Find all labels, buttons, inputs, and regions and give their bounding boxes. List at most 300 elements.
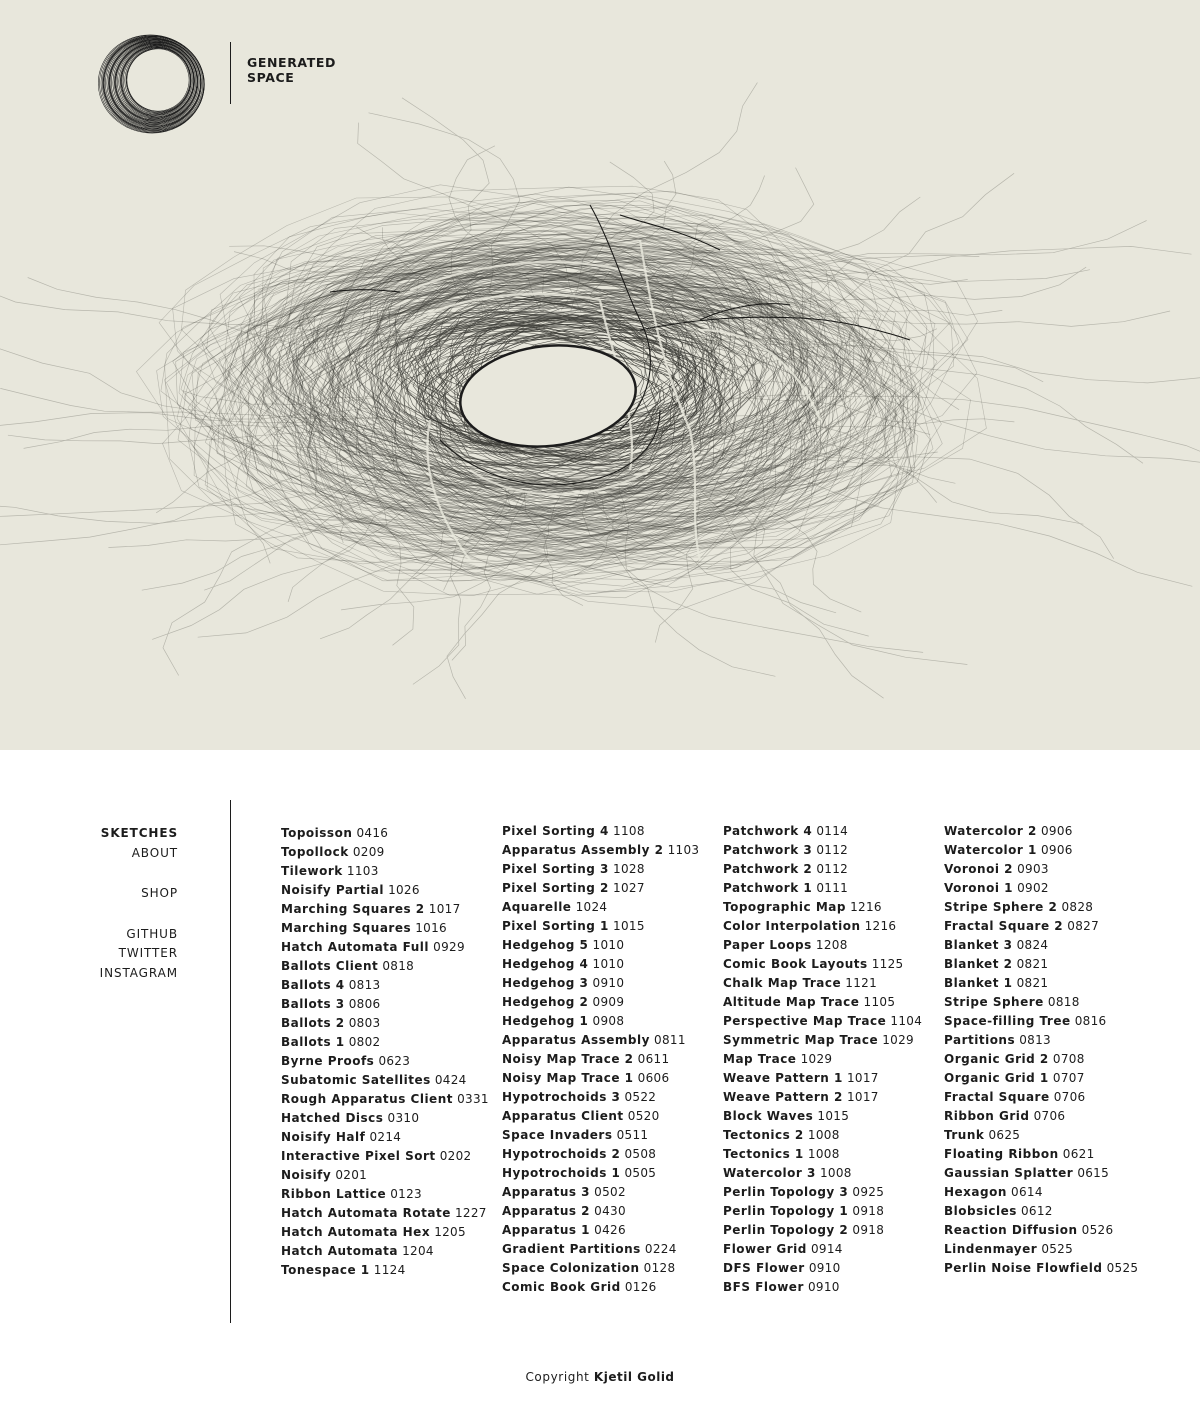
sketch-name: Hatch Automata xyxy=(281,1244,398,1258)
sketch-link[interactable] xyxy=(944,822,1159,841)
sketch-link[interactable] xyxy=(723,1012,938,1031)
sketch-name: Blanket 2 xyxy=(944,957,1013,971)
sketch-date-code: 0906 xyxy=(1040,824,1073,838)
sketch-date-code: 0214 xyxy=(369,1130,402,1144)
sketch-name: Pixel Sorting 4 xyxy=(502,824,609,838)
sketch-name: Stripe Sphere xyxy=(944,995,1044,1009)
sketch-date-code: 0813 xyxy=(1019,1033,1051,1047)
sketch-link[interactable] xyxy=(723,898,938,917)
nav-spacer xyxy=(60,904,178,925)
sketch-date-code: 0625 xyxy=(988,1128,1021,1142)
sketch-name: Noisify Partial xyxy=(281,883,384,897)
sketch-date-code: 1017 xyxy=(846,1071,879,1085)
sketch-name: DFS Flower xyxy=(723,1261,805,1275)
nav-about-link[interactable]: ABOUT xyxy=(131,845,178,860)
sketch-name: Space-filling Tree xyxy=(944,1014,1071,1028)
sketch-name: Hedgehog 5 xyxy=(502,938,589,952)
sketch-date-code: 0914 xyxy=(810,1242,843,1256)
sketch-date-code: 1029 xyxy=(800,1052,833,1066)
sketch-date-code: 1029 xyxy=(882,1033,914,1047)
sketch-name: Space Colonization xyxy=(502,1261,640,1275)
sketch-name: Aquarelle xyxy=(502,900,572,914)
sketch-date-code: 0526 xyxy=(1081,1223,1114,1237)
sketch-date-code: 0112 xyxy=(816,862,849,876)
sketch-link[interactable] xyxy=(723,841,938,860)
sketch-date-code: 0310 xyxy=(387,1111,420,1125)
sketch-link[interactable] xyxy=(723,1183,938,1202)
sketch-date-code: 0908 xyxy=(592,1014,625,1028)
sketch-date-code: 1016 xyxy=(415,921,447,935)
sketch-name: Watercolor 3 xyxy=(723,1166,816,1180)
sketch-name: Fractal Square 2 xyxy=(944,919,1064,933)
sketch-date-code: 1108 xyxy=(613,824,645,838)
sketch-link[interactable] xyxy=(281,843,496,862)
sketch-link[interactable] xyxy=(502,860,717,879)
sketch-link[interactable] xyxy=(502,1259,717,1278)
sketch-date-code: 0416 xyxy=(356,826,389,840)
sketch-name: Tilework xyxy=(281,864,343,878)
sketch-date-code: 0818 xyxy=(382,959,415,973)
sketch-name: Patchwork 1 xyxy=(723,881,813,895)
sketch-date-code: 0331 xyxy=(457,1092,489,1106)
sketch-name: Comic Book Layouts xyxy=(723,957,868,971)
sketch-name: Apparatus 3 xyxy=(502,1185,591,1199)
sketch-date-code: 1015 xyxy=(613,919,645,933)
sketch-link[interactable] xyxy=(502,1069,717,1088)
sketch-link[interactable] xyxy=(723,822,938,841)
sketch-date-code: 0906 xyxy=(1040,843,1073,857)
sketch-link[interactable] xyxy=(502,1145,717,1164)
sketch-name: Apparatus Client xyxy=(502,1109,624,1123)
side-navigation xyxy=(60,824,178,983)
sketch-name: Trunk xyxy=(944,1128,985,1142)
sketch-link[interactable] xyxy=(723,936,938,955)
sketch-name: Apparatus 2 xyxy=(502,1204,591,1218)
sketch-date-code: 1008 xyxy=(807,1147,840,1161)
sketch-link[interactable] xyxy=(281,1033,496,1052)
sketch-link[interactable] xyxy=(281,1185,496,1204)
sketch-link[interactable] xyxy=(281,995,496,1014)
sketch-date-code: 0816 xyxy=(1074,1014,1107,1028)
sketch-link[interactable] xyxy=(502,1221,717,1240)
sketch-date-code: 1028 xyxy=(613,862,645,876)
sketch-date-code: 1227 xyxy=(454,1206,487,1220)
copyright-label: Copyright xyxy=(525,1370,590,1384)
sketch-date-code: 1010 xyxy=(592,938,625,952)
sketch-link[interactable] xyxy=(281,1014,496,1033)
sketch-date-code: 0925 xyxy=(852,1185,885,1199)
sketch-date-code: 0623 xyxy=(378,1054,411,1068)
sketched-ring-logo-icon[interactable] xyxy=(98,26,216,134)
sketch-name: Interactive Pixel Sort xyxy=(281,1149,436,1163)
sketch-name: Hatch Automata Hex xyxy=(281,1225,431,1239)
sketch-name: Topographic Map xyxy=(723,900,846,914)
sketch-name: Watercolor 1 xyxy=(944,843,1037,857)
sketch-date-code: 0202 xyxy=(439,1149,472,1163)
sketch-link[interactable] xyxy=(723,955,938,974)
sketch-link[interactable] xyxy=(281,976,496,995)
sketch-link[interactable] xyxy=(944,993,1159,1012)
sketch-date-code: 0910 xyxy=(808,1261,841,1275)
site-title-line-1: GENERATED xyxy=(247,55,336,70)
sketch-link[interactable] xyxy=(502,1088,717,1107)
sketch-link[interactable] xyxy=(281,1242,496,1261)
sketch-link[interactable] xyxy=(944,1221,1159,1240)
sketch-name: Ribbon Lattice xyxy=(281,1187,387,1201)
sketch-date-code: 0224 xyxy=(644,1242,677,1256)
sketch-link[interactable] xyxy=(723,1278,938,1297)
sketch-name: Apparatus 1 xyxy=(502,1223,591,1237)
nav-twitter-link[interactable]: TWITTER xyxy=(118,946,178,960)
sketch-link[interactable] xyxy=(502,955,717,974)
sketch-name: Noisy Map Trace 1 xyxy=(502,1071,634,1085)
sketch-date-code: 1103 xyxy=(346,864,379,878)
sketch-date-code: 0706 xyxy=(1053,1090,1086,1104)
sketch-name: Voronoi 1 xyxy=(944,881,1013,895)
sketch-date-code: 0707 xyxy=(1052,1071,1085,1085)
sketch-link[interactable] xyxy=(944,1240,1159,1259)
nav-sketches-link[interactable]: SKETCHES xyxy=(100,826,178,840)
sketch-link[interactable] xyxy=(281,919,496,938)
sketch-name: Ballots 3 xyxy=(281,997,345,1011)
sketch-name: Gradient Partitions xyxy=(502,1242,641,1256)
sketch-link[interactable] xyxy=(281,881,496,900)
sketch-date-code: 0201 xyxy=(335,1168,368,1182)
sketch-date-code: 0615 xyxy=(1077,1166,1110,1180)
sketch-date-code: 1104 xyxy=(890,1014,923,1028)
sketch-name: Voronoi 2 xyxy=(944,862,1013,876)
sketch-name: Weave Pattern 2 xyxy=(723,1090,843,1104)
sketch-link[interactable] xyxy=(502,1107,717,1126)
sketch-date-code: 0803 xyxy=(348,1016,381,1030)
sketch-list-column-2 xyxy=(502,822,717,1297)
sketch-date-code: 0511 xyxy=(616,1128,649,1142)
sketch-link[interactable] xyxy=(723,1088,938,1107)
sketch-link[interactable] xyxy=(502,1240,717,1259)
sketch-date-code: 0910 xyxy=(808,1280,840,1294)
sketch-name: Patchwork 2 xyxy=(723,862,813,876)
sketch-name: Hypotrochoids 3 xyxy=(502,1090,621,1104)
sketch-link[interactable] xyxy=(281,938,496,957)
sketch-date-code: 0520 xyxy=(627,1109,660,1123)
nav-instagram-link[interactable]: INSTAGRAM xyxy=(99,965,178,980)
sketch-link[interactable] xyxy=(281,1147,496,1166)
sketch-link[interactable] xyxy=(944,1164,1159,1183)
sketch-date-code: 0430 xyxy=(594,1204,626,1218)
sketch-link[interactable] xyxy=(281,1109,496,1128)
sketch-name: Ballots Client xyxy=(281,959,379,973)
sketch-date-code: 0606 xyxy=(637,1071,670,1085)
author-link[interactable]: Kjetil Golid xyxy=(593,1370,675,1384)
sketch-name: Organic Grid 1 xyxy=(944,1071,1049,1085)
sketch-link[interactable] xyxy=(281,824,496,843)
sketch-link[interactable] xyxy=(723,1050,938,1069)
sketch-link[interactable] xyxy=(944,1183,1159,1202)
sketch-link[interactable] xyxy=(723,974,938,993)
sketch-name: Hatch Automata Rotate xyxy=(281,1206,451,1220)
sketch-link[interactable] xyxy=(502,1050,717,1069)
sketch-date-code: 1008 xyxy=(807,1128,840,1142)
sketch-name: Flower Grid xyxy=(723,1242,807,1256)
sketch-name: Subatomic Satellites xyxy=(281,1073,431,1087)
sketch-name: Blobsicles xyxy=(944,1204,1017,1218)
sketch-name: Ballots 2 xyxy=(281,1016,345,1030)
sketch-name: Lindenmayer xyxy=(944,1242,1038,1256)
sketch-link[interactable] xyxy=(723,1259,938,1278)
sketch-name: Block Waves xyxy=(723,1109,814,1123)
sketch-name: Watercolor 2 xyxy=(944,824,1037,838)
sketch-date-code: 0126 xyxy=(624,1280,657,1294)
sketch-link[interactable] xyxy=(502,841,717,860)
sketch-name: Apparatus Assembly xyxy=(502,1033,650,1047)
sketch-name: Weave Pattern 1 xyxy=(723,1071,843,1085)
sketch-date-code: 0209 xyxy=(352,845,385,859)
sketch-name: Tectonics 2 xyxy=(723,1128,804,1142)
sketch-date-code: 0802 xyxy=(348,1035,381,1049)
sketch-date-code: 1027 xyxy=(613,881,645,895)
sketch-date-code: 0821 xyxy=(1016,957,1049,971)
nav-spacer xyxy=(60,863,178,884)
sketch-name: Reaction Diffusion xyxy=(944,1223,1078,1237)
sketch-date-code: 1216 xyxy=(850,900,882,914)
sketch-name: Noisify xyxy=(281,1168,332,1182)
sketch-name: Gaussian Splatter xyxy=(944,1166,1074,1180)
sketch-link[interactable] xyxy=(944,860,1159,879)
sketch-date-code: 1216 xyxy=(864,919,897,933)
sketch-link[interactable] xyxy=(281,862,496,881)
sketch-date-code: 0902 xyxy=(1017,881,1049,895)
sketch-date-code: 0909 xyxy=(592,995,625,1009)
sketch-date-code: 1017 xyxy=(428,902,461,916)
sketch-date-code: 0611 xyxy=(637,1052,670,1066)
sketch-name: Color Interpolation xyxy=(723,919,861,933)
sketch-link[interactable] xyxy=(723,1164,938,1183)
sketch-date-code: 1105 xyxy=(863,995,896,1009)
sketch-date-code: 0621 xyxy=(1062,1147,1095,1161)
sketch-date-code: 1121 xyxy=(845,976,878,990)
sketch-date-code: 0424 xyxy=(434,1073,467,1087)
sketch-link[interactable] xyxy=(723,1145,938,1164)
sketch-link[interactable] xyxy=(944,879,1159,898)
sketch-date-code: 0818 xyxy=(1047,995,1080,1009)
sketch-name: Apparatus Assembly 2 xyxy=(502,843,664,857)
sketch-link[interactable] xyxy=(723,1126,938,1145)
sketch-link[interactable] xyxy=(281,1166,496,1185)
sketch-date-code: 1125 xyxy=(871,957,904,971)
sketch-date-code: 0123 xyxy=(390,1187,422,1201)
sketch-link[interactable] xyxy=(944,936,1159,955)
sketch-link[interactable] xyxy=(281,1052,496,1071)
sketch-date-code: 0614 xyxy=(1011,1185,1043,1199)
sketch-link[interactable] xyxy=(502,936,717,955)
sketch-link[interactable] xyxy=(723,1107,938,1126)
sketch-name: Perlin Topology 3 xyxy=(723,1185,849,1199)
sketch-date-code: 1010 xyxy=(592,957,625,971)
sketch-link[interactable] xyxy=(723,1069,938,1088)
sketch-date-code: 0114 xyxy=(816,824,849,838)
sketch-date-code: 1024 xyxy=(575,900,608,914)
sketch-date-code: 0918 xyxy=(852,1223,885,1237)
sketch-name: Altitude Map Trace xyxy=(723,995,860,1009)
sketch-name: Ribbon Grid xyxy=(944,1109,1030,1123)
sketch-name: Ballots 1 xyxy=(281,1035,345,1049)
sketch-name: Blanket 1 xyxy=(944,976,1013,990)
sketch-link[interactable] xyxy=(502,1012,717,1031)
sketch-link[interactable] xyxy=(723,1221,938,1240)
sketch-name: Hexagon xyxy=(944,1185,1007,1199)
sketch-link[interactable] xyxy=(944,1012,1159,1031)
sketch-name: Noisify Half xyxy=(281,1130,366,1144)
sketch-link[interactable] xyxy=(723,1202,938,1221)
sketch-date-code: 0811 xyxy=(654,1033,686,1047)
sketch-link[interactable] xyxy=(502,879,717,898)
sketch-link[interactable] xyxy=(944,955,1159,974)
sketch-name: Blanket 3 xyxy=(944,938,1013,952)
sketch-date-code: 1208 xyxy=(815,938,848,952)
sketch-date-code: 0111 xyxy=(816,881,849,895)
sketch-date-code: 0821 xyxy=(1016,976,1049,990)
sketch-name: Hedgehog 3 xyxy=(502,976,589,990)
sketch-link[interactable] xyxy=(944,1107,1159,1126)
sketch-name: Floating Ribbon xyxy=(944,1147,1059,1161)
sketch-link[interactable] xyxy=(944,1050,1159,1069)
sketch-link[interactable] xyxy=(944,1145,1159,1164)
sketch-date-code: 1124 xyxy=(373,1263,406,1277)
sketch-date-code: 0522 xyxy=(624,1090,657,1104)
sketch-name: Perlin Topology 1 xyxy=(723,1204,849,1218)
sketch-link[interactable] xyxy=(502,1031,717,1050)
sketch-link[interactable] xyxy=(944,974,1159,993)
sketch-link[interactable] xyxy=(944,1088,1159,1107)
sketch-name: Hypotrochoids 1 xyxy=(502,1166,621,1180)
sketch-name: Hedgehog 4 xyxy=(502,957,589,971)
sketch-link[interactable] xyxy=(944,1069,1159,1088)
sketch-name: Topoisson xyxy=(281,826,353,840)
sketch-date-code: 0525 xyxy=(1041,1242,1074,1256)
sketch-date-code: 0612 xyxy=(1020,1204,1053,1218)
sketch-name: Space Invaders xyxy=(502,1128,613,1142)
sketch-link[interactable] xyxy=(723,879,938,898)
sketch-date-code: 1103 xyxy=(667,843,700,857)
sketch-link[interactable] xyxy=(723,860,938,879)
sketch-link[interactable] xyxy=(281,1071,496,1090)
sketch-name: Comic Book Grid xyxy=(502,1280,621,1294)
sketch-link[interactable] xyxy=(944,1031,1159,1050)
sketch-name: Perlin Noise Flowfield xyxy=(944,1261,1103,1275)
sketch-list-column-3 xyxy=(723,822,938,1297)
sketch-date-code: 0508 xyxy=(624,1147,657,1161)
sketch-name: Chalk Map Trace xyxy=(723,976,842,990)
sketch-link[interactable] xyxy=(502,1126,717,1145)
sketch-date-code: 1008 xyxy=(819,1166,852,1180)
sketch-date-code: 0112 xyxy=(816,843,849,857)
sketch-date-code: 0128 xyxy=(643,1261,676,1275)
sketch-date-code: 0426 xyxy=(594,1223,626,1237)
sketch-link[interactable] xyxy=(944,1202,1159,1221)
sketch-date-code: 1205 xyxy=(434,1225,466,1239)
sketch-link[interactable] xyxy=(502,1183,717,1202)
sketch-date-code: 0505 xyxy=(624,1166,657,1180)
sketch-date-code: 0502 xyxy=(594,1185,626,1199)
sketch-name: Organic Grid 2 xyxy=(944,1052,1049,1066)
sketch-date-code: 0824 xyxy=(1016,938,1049,952)
sketch-link[interactable] xyxy=(281,1128,496,1147)
sketch-link[interactable] xyxy=(281,900,496,919)
sketch-name: Noisy Map Trace 2 xyxy=(502,1052,634,1066)
sketch-link[interactable] xyxy=(281,1204,496,1223)
sketch-link[interactable] xyxy=(944,898,1159,917)
sketch-name: Stripe Sphere 2 xyxy=(944,900,1058,914)
sketch-name: Topollock xyxy=(281,845,349,859)
site-title[interactable] xyxy=(247,55,336,85)
sketch-list-column-1 xyxy=(281,824,496,1280)
sketch-link[interactable] xyxy=(944,1126,1159,1145)
sketch-name: Hedgehog 1 xyxy=(502,1014,589,1028)
sketch-date-code: 0929 xyxy=(433,940,465,954)
sketch-link[interactable] xyxy=(502,993,717,1012)
logo-divider xyxy=(230,42,231,104)
sketch-name: Hatch Automata Full xyxy=(281,940,430,954)
sketch-link[interactable] xyxy=(281,1223,496,1242)
sketch-link[interactable] xyxy=(281,1261,496,1280)
sketch-name: Pixel Sorting 3 xyxy=(502,862,609,876)
sketch-date-code: 0828 xyxy=(1061,900,1094,914)
sketch-name: Marching Squares 2 xyxy=(281,902,425,916)
sketch-name: Ballots 4 xyxy=(281,978,345,992)
site-title-line-2: SPACE xyxy=(247,70,295,85)
sketch-link[interactable] xyxy=(944,1259,1159,1278)
sketch-link[interactable] xyxy=(281,957,496,976)
sketch-date-code: 0903 xyxy=(1017,862,1049,876)
section-divider xyxy=(230,800,231,1323)
sketch-date-code: 1017 xyxy=(846,1090,879,1104)
sketch-name: Pixel Sorting 2 xyxy=(502,881,609,895)
sketch-link[interactable] xyxy=(502,898,717,917)
sketch-link[interactable] xyxy=(502,1202,717,1221)
sketch-name: Hypotrochoids 2 xyxy=(502,1147,621,1161)
sketch-link[interactable] xyxy=(723,1031,938,1050)
sketch-link[interactable] xyxy=(502,974,717,993)
sketch-link[interactable] xyxy=(723,1240,938,1259)
sketch-link[interactable] xyxy=(723,917,938,936)
sketch-link[interactable] xyxy=(502,1278,717,1297)
sketch-link[interactable] xyxy=(502,1164,717,1183)
sketch-link[interactable] xyxy=(502,822,717,841)
sketch-name: Hatched Discs xyxy=(281,1111,384,1125)
sketch-name: Tectonics 1 xyxy=(723,1147,804,1161)
sketch-name: Map Trace xyxy=(723,1052,797,1066)
sketch-name: Pixel Sorting 1 xyxy=(502,919,609,933)
sketch-date-code: 1204 xyxy=(402,1244,434,1258)
sketch-list-column-4 xyxy=(944,822,1159,1278)
sketch-date-code: 0525 xyxy=(1106,1261,1139,1275)
sketch-date-code: 0910 xyxy=(592,976,625,990)
sketch-link[interactable] xyxy=(281,1090,496,1109)
nav-github-link[interactable]: GITHUB xyxy=(126,926,178,941)
sketch-link[interactable] xyxy=(723,993,938,1012)
sketch-date-code: 0918 xyxy=(852,1204,885,1218)
footer-copyright xyxy=(0,1370,1200,1384)
sketch-link[interactable] xyxy=(944,841,1159,860)
nav-shop-link[interactable]: SHOP xyxy=(141,886,178,900)
sketch-name: Tonespace 1 xyxy=(281,1263,370,1277)
sketch-name: Rough Apparatus Client xyxy=(281,1092,453,1106)
sketch-name: Patchwork 4 xyxy=(723,824,813,838)
sketch-name: Symmetric Map Trace xyxy=(723,1033,879,1047)
sketch-name: Paper Loops xyxy=(723,938,812,952)
sketch-link[interactable] xyxy=(944,917,1159,936)
sketch-link[interactable] xyxy=(502,917,717,936)
